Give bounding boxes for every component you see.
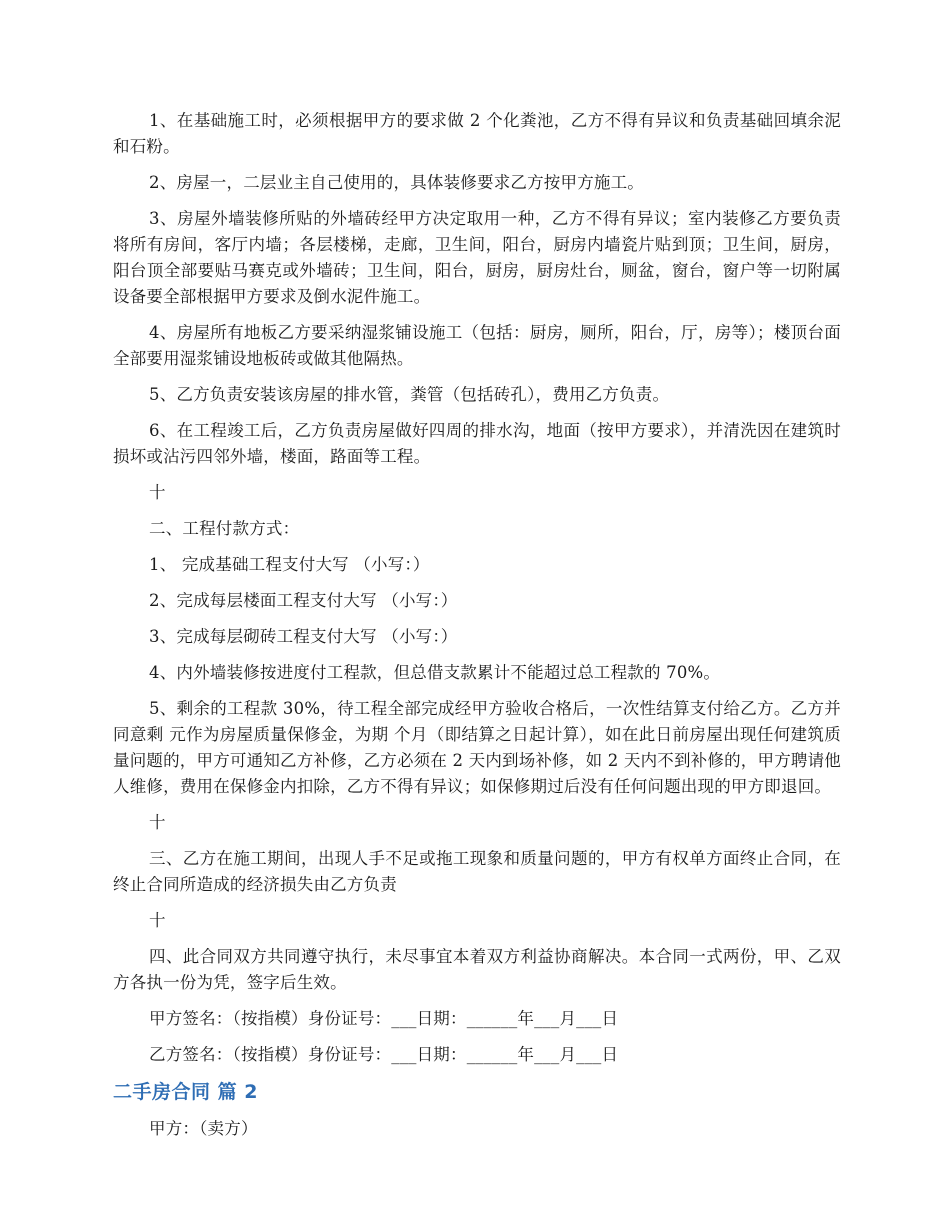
signature-line-party-b: 乙方签名：（按指模）身份证号：___日期：______年___月___日: [149, 1045, 619, 1064]
separator-mark: 十: [149, 911, 166, 930]
payment-item-3: 3、完成每层砌砖工程支付大写 （小写：）: [149, 627, 458, 646]
clause-four: 四、此合同双方共同遵守执行，未尽事宜本着双方利益协商解决。本合同一式两份，甲、乙双方各执一份为凭，签字后生效。: [113, 947, 841, 992]
separator-mark: 十: [149, 813, 166, 832]
signature-line-party-a: 甲方签名：（按指模）身份证号：___日期：______年___月___日: [149, 1009, 619, 1028]
paragraph-clause-4: 4、房屋所有地板乙方要采纳湿浆铺设施工（包括：厨房，厕所，阳台，厅，房等）；楼顶台面全部要用湿浆铺设地板砖或做其他隔热。: [113, 323, 841, 368]
paragraph-clause-5: 5、乙方负责安装该房屋的排水管，粪管（包括砖孔），费用乙方负责。: [149, 385, 670, 404]
payment-item-1: 1、 完成基础工程支付大写 （小写：）: [149, 555, 430, 574]
separator-mark: 十: [149, 483, 166, 502]
document-page: [113, 108, 841, 1152]
payment-item-4: 4、内外墙装修按进度付工程款，但总借支款累计不能超过总工程款的 70%。: [149, 663, 721, 682]
payment-item-2: 2、完成每层楼面工程支付大写 （小写：）: [149, 591, 458, 610]
payment-title: 二、工程付款方式：: [149, 519, 300, 538]
paragraph-clause-3: 3、房屋外墙装修所贴的外墙砖经甲方决定取用一种，乙方不得有异议；室内装修乙方要负责将所有房间，客厅内墙；各层楼梯，走廊，卫生间，阳台，厨房内墙瓷片贴到顶；卫生间，厨房，阳台顶全部要贴马赛克或外墙砖；卫生间，阳台，厨房，厨房灶台，厕盆，窗台，窗户等一切附属设备要全部根据甲方要求及倒水泥件施工。: [113, 209, 841, 306]
paragraph-clause-2: 2、房屋一，二层业主自己使用的，具体装修要求乙方按甲方施工。: [149, 173, 644, 192]
payment-item-5: 5、剩余的工程款 30%，待工程全部完成经甲方验收合格后，一次性结算支付给乙方。乙方并同意剩 元作为房屋质量保修金，为期 个月（即结算之日起计算），如在此日前房屋出现任何建筑质量问题的，甲方可通知乙方补修，乙方必须在 2 天内到场补修，如 2 天内不到补修的，甲方聘请他人维修，费用在保修金内扣除，乙方不得有异议；如保修期过后没有任何问题出现的甲方即退回。: [113, 699, 841, 796]
seller-line: 甲方：（卖方）: [149, 1119, 258, 1138]
section-heading: 二手房合同 篇 2: [113, 1081, 258, 1103]
clause-three: 三、乙方在施工期间，出现人手不足或拖工现象和质量问题的，甲方有权单方面终止合同，在终止合同所造成的经济损失由乙方负责: [113, 849, 841, 894]
paragraph-clause-1: 1、在基础施工时，必须根据甲方的要求做 2 个化粪池，乙方不得有异议和负责基础回填余泥和石粉。: [113, 111, 841, 156]
paragraph-clause-6: 6、在工程竣工后，乙方负责房屋做好四周的排水沟，地面（按甲方要求），并清洗因在建筑时损坏或沾污四邻外墙，楼面，路面等工程。: [113, 421, 841, 466]
